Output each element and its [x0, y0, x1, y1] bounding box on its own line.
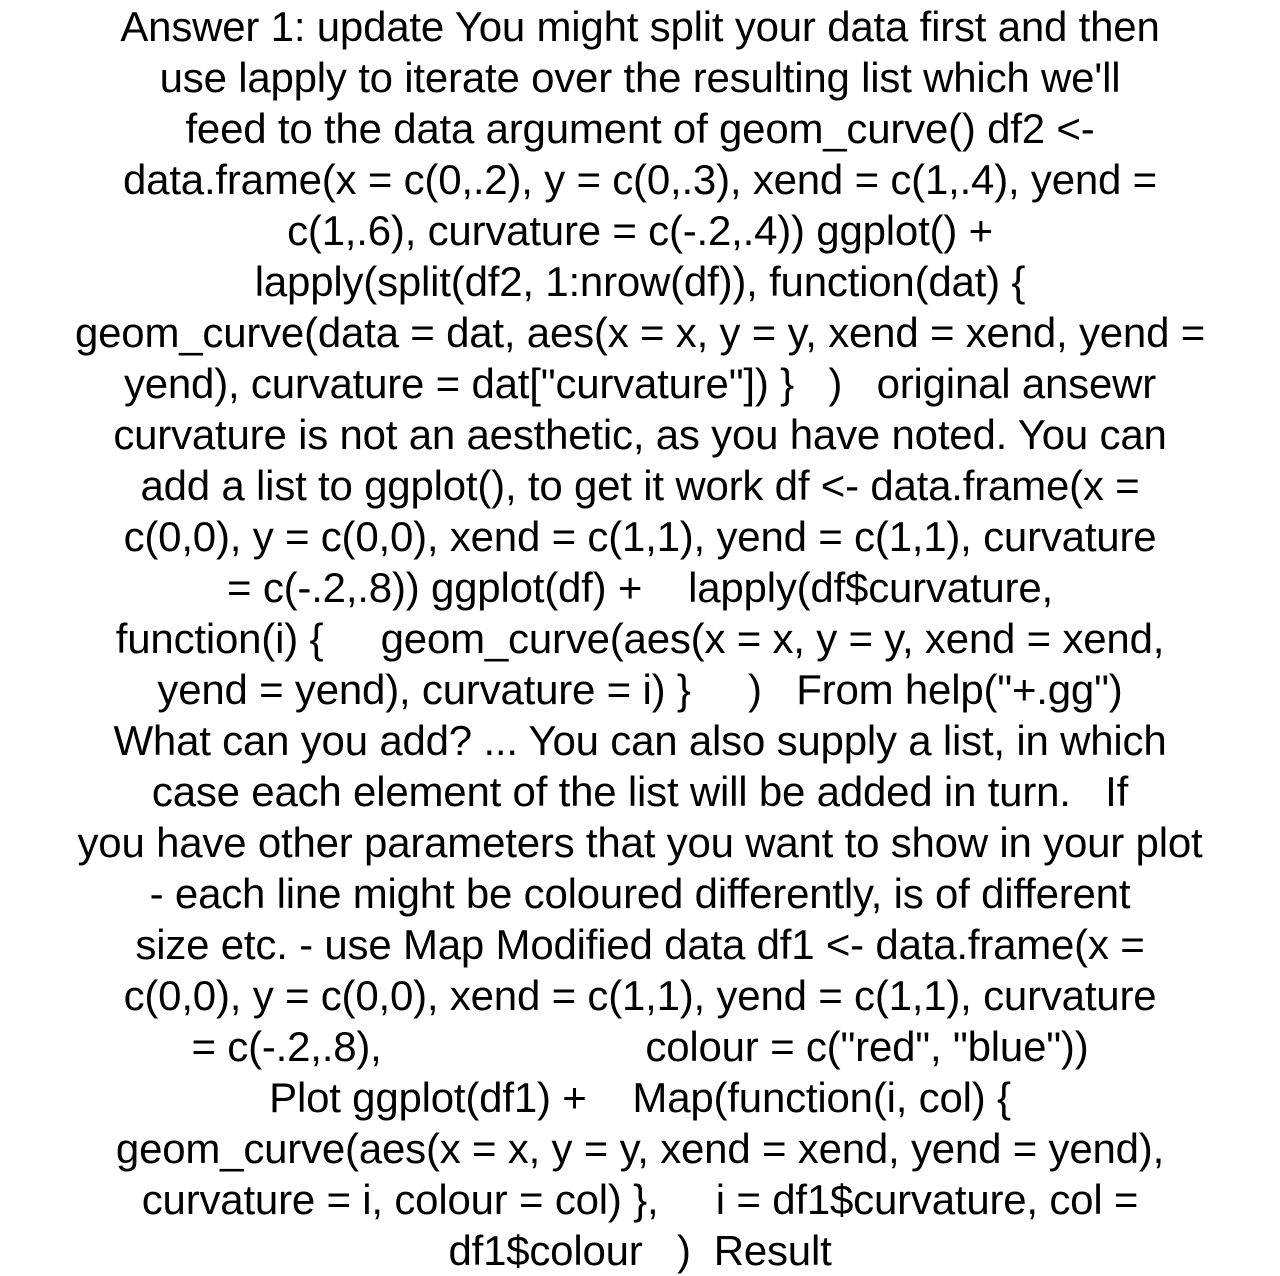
text-line-20: c(0,0), y = c(0,0), xend = c(1,1), yend = c(1,1), curvature — [123, 972, 1157, 1019]
text-line-24: curvature = i, colour = col) }, i = df1$curvature, col = — [141, 1176, 1139, 1223]
text-line-9: curvature is not an aesthetic, as you have noted. You can — [113, 411, 1167, 458]
text-line-1: Answer 1: update You might split your data first and then — [120, 3, 1160, 50]
text-line-15: What can you add? ... You can also supply a list, in which — [113, 717, 1167, 764]
text-line-11: c(0,0), y = c(0,0), xend = c(1,1), yend = c(1,1), curvature — [123, 513, 1157, 560]
text-line-7: geom_curve(data = dat, aes(x = x, y = y, xend = xend, yend = — [74, 309, 1206, 356]
text-line-16: case each element of the list will be added in turn. If — [151, 768, 1129, 815]
text-line-21: = c(-.2,.8), colour = c("red", "blue")) — [191, 1023, 1089, 1070]
text-line-13: function(i) { geom_curve(aes(x = x, y = y, xend = xend, — [115, 615, 1165, 662]
text-line-2: use lapply to iterate over the resulting list which we'll — [159, 54, 1121, 101]
text-line-23: geom_curve(aes(x = x, y = y, xend = xend, yend = yend), — [115, 1125, 1165, 1172]
text-line-3: feed to the data argument of geom_curve() df2 <- — [185, 105, 1095, 152]
text-line-8: yend), curvature = dat["curvature"]) } ) original ansewr — [123, 360, 1157, 407]
text-line-5: c(1,.6), curvature = c(-.2,.4)) ggplot() + — [287, 207, 993, 254]
text-line-14: yend = yend), curvature = i) } ) From help("+.gg") — [157, 666, 1123, 713]
text-line-12: = c(-.2,.8)) ggplot(df) + lapply(df$curvature, — [227, 564, 1053, 611]
text-line-18: - each line might be coloured differently, is of different — [149, 870, 1131, 917]
text-line-6: lapply(split(df2, 1:nrow(df)), function(dat) { — [254, 258, 1026, 305]
text-line-19: size etc. - use Map Modified data df1 <- data.frame(x = — [135, 921, 1145, 968]
text-line-17: you have other parameters that you want to show in your plot — [77, 819, 1203, 866]
text-line-10: add a list to ggplot(), to get it work df <- data.frame(x = — [140, 462, 1140, 509]
text-line-22: Plot ggplot(df1) + Map(function(i, col) { — [269, 1074, 1011, 1121]
text-line-4: data.frame(x = c(0,.2), y = c(0,.3), xend = c(1,.4), yend = — [123, 156, 1157, 203]
text-line-25: df1$colour ) Result — [448, 1227, 832, 1274]
